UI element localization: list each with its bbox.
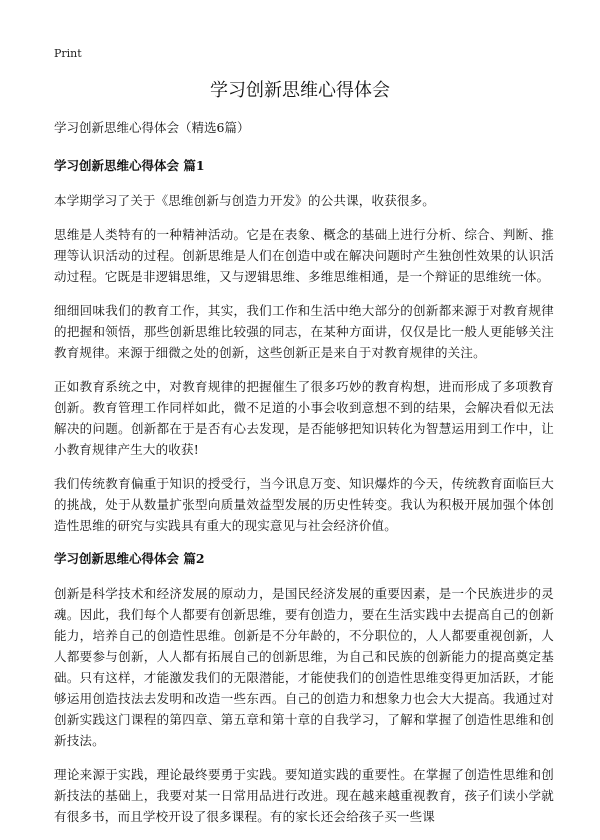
paragraph: 创新是科学技术和经济发展的原动力，是国民经济发展的重要因素，是一个民族进步的灵魂。因此，我们每个人都要有创新思维，要有创造力，要在生活实践中去提高自己的创新能力，培养自己的创造性思维。创新是不分年龄的，不分职位的，人人都要重视创新，人人都要参与创新，人人都有拓展自己的创新思维，为自己和民族的创新能力的提高奠定基础。只有这样，才能激发我们的无限潜能，才能使我们的创造性思维变得更加活跃，才能够运用创造技法去发明和改造一些东西。自己的创造力和想象力也会大大提高。我通过对创新实践这门课程的第四章、第五章和第十章的自我学习，了解和掌握了创造性思维和创新技法。 — [54, 586, 554, 748]
print-label: Print — [54, 47, 82, 60]
document-subtitle: 学习创新思维心得体会（精选6篇） — [54, 120, 250, 135]
paragraph: 思维是人类特有的一种精神活动。它是在表象、概念的基础上进行分析、综合、判断、推理等认识活动的过程。创新思维是人们在创造中或在解决问题时产生独创性效果的认识活动过程。它既是非逻辑思维，又与逻辑思维、多维思维相通，是一个辩证的思维统一体。 — [54, 227, 554, 284]
paragraph: 理论来源于实践，理论最终要勇于实践。要知道实践的重要性。在掌握了创造性思维和创新技法的基础上，我要对某一日常用品进行改进。现在越来越重视教育，孩子们读小学就有很多书，而且学校开设了很多课程。有的家长还会给孩子买一些课 — [54, 767, 554, 824]
document-body — [54, 118, 554, 840]
document-title: 学习创新思维心得体会 — [210, 80, 390, 101]
paragraph: 正如教育系统之中，对教育规律的把握催生了很多巧妙的教育构想，进而形成了多项教育创新。教育管理工作同样如此，微不足道的小事会收到意想不到的结果，会解决看似无法解决的问题。创新都在于是否有心去发现，是否能够把知识转化为智慧运用到工作中，让小教育规律产生大的收获! — [54, 379, 554, 457]
paragraph: 细细回味我们的教育工作，其实，我们工作和生活中绝大部分的创新都来源于对教育规律的把握和领悟，那些创新思维比较强的同志，在某种方面讲，仅仅是比一般人更能够关注教育规律。来源于细微之处的创新，这些创新正是来自于对教育规律的关注。 — [54, 303, 554, 360]
paragraph: 本学期学习了关于《思维创新与创造力开发》的公共课，收获很多。 — [54, 193, 436, 208]
paragraph: 我们传统教育偏重于知识的授受行，当今讯息万变、知识爆炸的今天，传统教育面临巨大的挑战，处于从数量扩张型向质量效益型发展的历史性转变。我认为积极开展加强个体创造性思维的研究与实践具有重大的现实意见与社会经济价值。 — [54, 476, 554, 533]
section-heading: 学习创新思维心得体会 篇1 — [54, 158, 205, 173]
section-heading: 学习创新思维心得体会 篇2 — [54, 551, 205, 566]
